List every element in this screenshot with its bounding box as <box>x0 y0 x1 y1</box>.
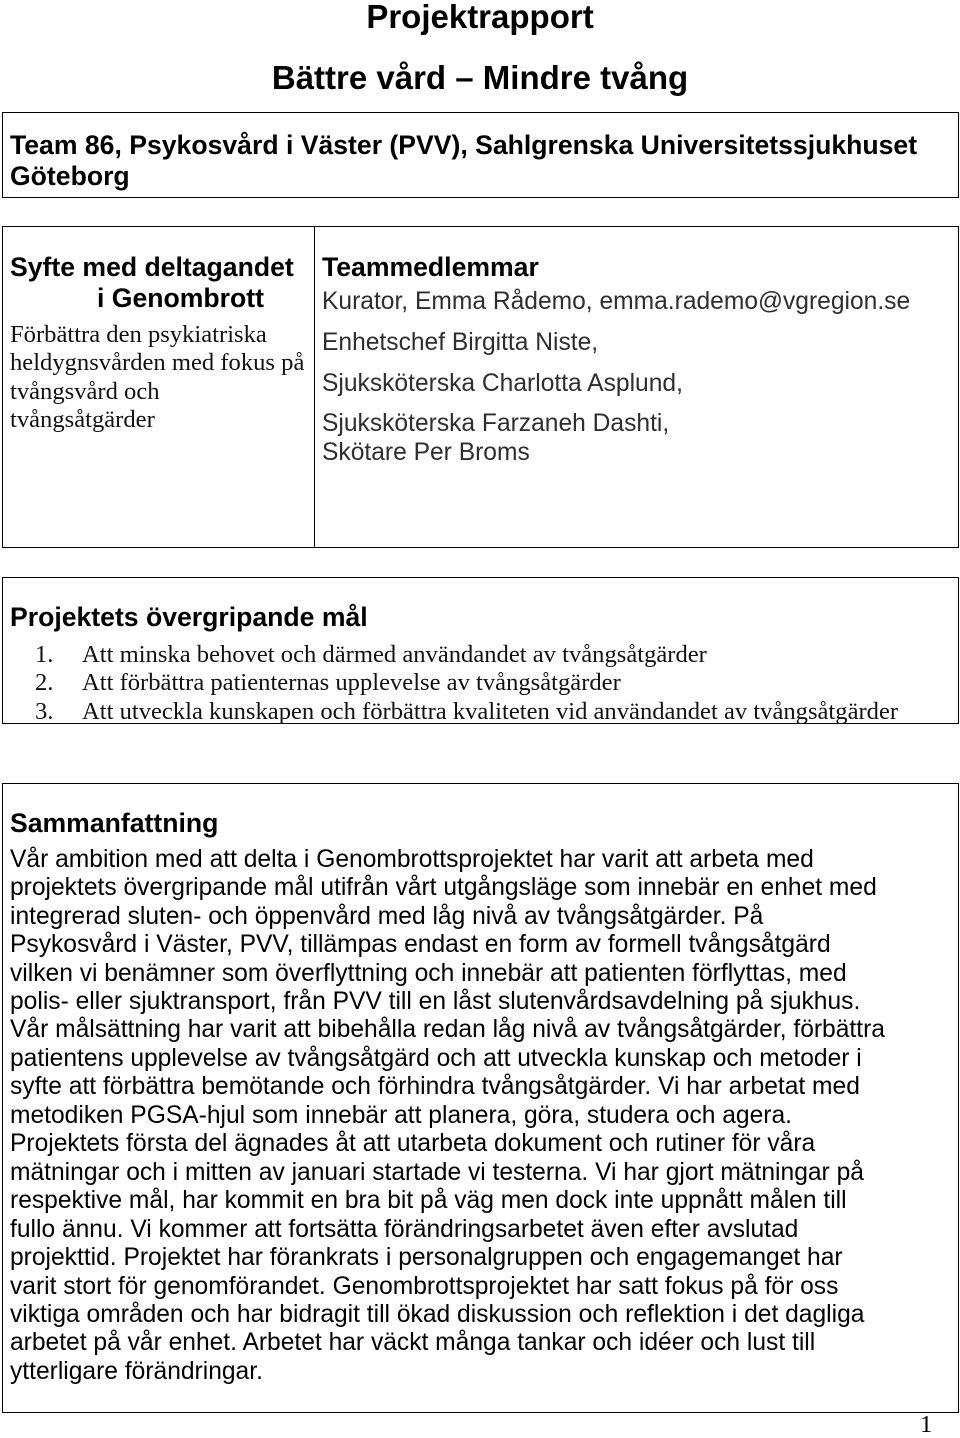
goal-number: 1. <box>35 640 54 668</box>
document-subtitle: Bättre vård – Mindre tvång <box>271 59 689 96</box>
summary-line: Psykosvård i Väster, PVV, tillämpas endast en form av formell tvångsåtgärd <box>10 931 831 959</box>
summary-line: Projektets första del ägnades åt att utarbeta dokument och rutiner för våra <box>10 1130 816 1158</box>
summary-line: integrerad sluten- och öppenvård med låg nivå av tvångsåtgärder. På <box>10 902 764 930</box>
summary-line: fullo ännu. Vi kommer att fortsätta förändringsarbetet även efter avslutad <box>10 1215 799 1243</box>
summary-line: varit stort för genomförandet. Genombrottsprojektet har satt fokus på för oss <box>10 1272 839 1300</box>
info-table <box>2 226 959 548</box>
summary-line: mätningar och i mitten av januari startade vi testerna. Vi har gjort mätningar på <box>10 1158 864 1186</box>
page-number: 1 <box>920 1411 933 1438</box>
summary-heading: Sammanfattning <box>10 807 219 838</box>
goal-text: Att utveckla kunskapen och förbättra kvaliteten vid användandet av tvångsåtgärder <box>82 697 899 725</box>
summary-line: ytterligare förändringar. <box>10 1357 263 1385</box>
purpose-text-line: Förbättra den psykiatriska <box>10 320 267 348</box>
goals-heading: Projektets övergripande mål <box>10 601 368 632</box>
summary-paragraph <box>10 846 958 1387</box>
members-cell <box>314 227 958 547</box>
summary-line: respektive mål, har kommit en bra bit på väg men dock inte uppnått målen till <box>10 1187 847 1215</box>
summary-line: viktiga områden och har bidragit till ökad diskussion och reflektion i det dagliga <box>10 1301 865 1329</box>
summary-line: patientens upplevelse av tvångsåtgärd och att utveckla kunskap och metoder i <box>10 1044 862 1072</box>
summary-line: projektets övergripande mål utifrån vårt utgångsläge som innebär en enhet med <box>10 874 877 902</box>
team-heading: Team 86, Psykosvård i Väster (PVV), Sahlgrenska Universitetssjukhuset Göteborg <box>10 129 918 191</box>
purpose-heading-line: Syfte med deltagandet <box>10 251 294 282</box>
summary-line: polis- eller sjuktransport, från PVV till en låst slutenvårdsavdelning på sjukhus. <box>10 988 861 1016</box>
team-box <box>2 112 959 198</box>
goals-list <box>35 641 958 726</box>
goal-text: Att minska behovet och därmed användandet av tvångsåtgärder <box>82 640 707 668</box>
member-line: Skötare Per Broms <box>322 438 530 466</box>
summary-line: metodiken PGSA-hjul som innebär att planera, göra, studera och agera. <box>10 1101 792 1129</box>
summary-line: vilken vi benämner som överflyttning och innebär att patienten förflyttas, med <box>10 959 847 987</box>
member-line: Enhetschef Birgitta Niste, <box>322 329 599 357</box>
goal-item <box>35 698 958 726</box>
goal-text: Att förbättra patienternas upplevelse av tvångsåtgärder <box>82 669 621 697</box>
purpose-text-line: heldygnsvården med fokus på <box>10 349 305 377</box>
member-line: Sjuksköterska Charlotta Asplund, <box>322 370 683 398</box>
summary-line: arbetet på vår enhet. Arbetet har väckt många tankar och idéer och lust till <box>10 1329 816 1357</box>
purpose-text-line: tvångsåtgärder <box>10 406 155 434</box>
summary-line: syfte att förbättra bemötande och förhindra tvångsåtgärder. Vi har arbetat med <box>10 1073 860 1101</box>
purpose-cell <box>3 227 314 547</box>
member-line: Kurator, Emma Rådemo, emma.rademo@vgregion.se <box>322 288 911 316</box>
goal-number: 2. <box>35 669 54 697</box>
goals-box <box>2 577 959 724</box>
members-heading: Teammedlemmar <box>322 251 539 282</box>
purpose-heading-line: i Genombrott <box>97 282 264 313</box>
document-title: Projektrapport <box>366 0 594 35</box>
member-line: Sjuksköterska Farzaneh Dashti, <box>322 410 670 438</box>
summary-box <box>2 783 959 1413</box>
goal-item <box>35 641 958 669</box>
goal-item <box>35 669 958 697</box>
purpose-text-line: tvångsvård och <box>10 377 160 405</box>
summary-line: projekttid. Projektet har förankrats i personalgruppen och engagemanget har <box>10 1244 843 1272</box>
goal-number: 3. <box>35 697 54 725</box>
summary-line: Vår målsättning har varit att bibehålla redan låg nivå av tvångsåtgärder, förbättra <box>10 1016 885 1044</box>
purpose-text <box>10 321 314 435</box>
summary-line: Vår ambition med att delta i Genombrottsprojektet har varit att arbeta med <box>10 845 814 873</box>
